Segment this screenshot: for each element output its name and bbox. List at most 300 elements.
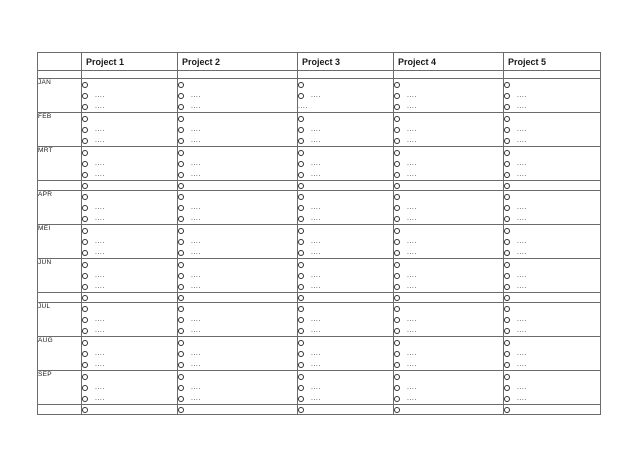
bullet-line	[394, 147, 503, 158]
placeholder-text: ....	[407, 204, 417, 211]
bullet-circle-icon	[504, 216, 510, 222]
placeholder-text: ....	[311, 215, 321, 222]
bullet-line	[298, 337, 393, 348]
bullet-line	[298, 303, 393, 314]
bullet-line	[504, 90, 600, 101]
placeholder-text: ....	[95, 215, 105, 222]
bullet-line	[82, 270, 177, 281]
bullet-line	[82, 259, 177, 270]
bullet-circle-icon	[178, 228, 184, 234]
project-cell	[394, 371, 504, 405]
placeholder-text: ....	[407, 316, 417, 323]
bullet-circle-icon	[394, 104, 400, 110]
bullet-circle-icon	[178, 351, 184, 357]
bullet-line	[178, 405, 297, 414]
separator-cell	[504, 405, 601, 415]
bullet-line	[298, 236, 393, 247]
placeholder-text: ....	[517, 249, 527, 256]
bullet-circle-icon	[82, 396, 88, 402]
bullet-line	[298, 405, 393, 414]
bullet-circle-icon	[178, 216, 184, 222]
bullet-line	[178, 147, 297, 158]
bullet-circle-icon	[394, 306, 400, 312]
bullet-line	[298, 293, 393, 302]
bullet-circle-icon	[178, 295, 184, 301]
bullet-line	[298, 158, 393, 169]
bullet-circle-icon	[178, 93, 184, 99]
header-project-3: Project 3	[298, 53, 394, 71]
bullet-line	[82, 202, 177, 213]
bullet-line	[394, 202, 503, 213]
bullet-circle-icon	[298, 385, 304, 391]
bullet-circle-icon	[394, 82, 400, 88]
bullet-circle-icon	[298, 161, 304, 167]
project-cell	[504, 337, 601, 371]
placeholder-text: ....	[407, 126, 417, 133]
bullet-line	[394, 325, 503, 336]
bullet-line	[178, 337, 297, 348]
bullet-circle-icon	[394, 228, 400, 234]
bullet-line	[394, 181, 503, 190]
bullet-circle-icon	[178, 205, 184, 211]
project-cell	[178, 337, 298, 371]
placeholder-text: ....	[95, 384, 105, 391]
placeholder-text: ....	[311, 350, 321, 357]
month-label: JAN	[38, 79, 82, 113]
bullet-line	[82, 181, 177, 190]
bullet-circle-icon	[504, 228, 510, 234]
bullet-line	[178, 314, 297, 325]
project-cell	[504, 191, 601, 225]
spacer-cell	[38, 71, 82, 79]
header-project-2: Project 2	[178, 53, 298, 71]
bullet-circle-icon	[504, 374, 510, 380]
bullet-line	[178, 371, 297, 382]
bullet-circle-icon	[394, 385, 400, 391]
placeholder-text: ....	[191, 283, 201, 290]
placeholder-text: ....	[191, 160, 201, 167]
bullet-circle-icon	[504, 239, 510, 245]
bullet-circle-icon	[394, 328, 400, 334]
bullet-circle-icon	[298, 407, 304, 413]
bullet-line	[504, 191, 600, 202]
bullet-line	[178, 79, 297, 90]
bullet-line	[82, 135, 177, 146]
bullet-circle-icon	[82, 104, 88, 110]
bullet-line	[82, 147, 177, 158]
bullet-line	[298, 348, 393, 359]
bullet-circle-icon	[178, 284, 184, 290]
placeholder-text: ....	[517, 361, 527, 368]
bullet-line	[504, 382, 600, 393]
project-cell	[394, 191, 504, 225]
bullet-circle-icon	[298, 396, 304, 402]
bullet-line	[504, 337, 600, 348]
bullet-line	[504, 113, 600, 124]
separator-cell	[82, 293, 178, 303]
bullet-circle-icon	[178, 340, 184, 346]
bullet-circle-icon	[504, 127, 510, 133]
placeholder-text: ....	[95, 137, 105, 144]
bullet-circle-icon	[298, 295, 304, 301]
placeholder-text: ....	[311, 238, 321, 245]
bullet-circle-icon	[394, 239, 400, 245]
bullet-line	[504, 202, 600, 213]
bullet-line	[394, 213, 503, 224]
placeholder-text: ....	[191, 215, 201, 222]
placeholder-text: ....	[191, 238, 201, 245]
bullet-circle-icon	[298, 138, 304, 144]
bullet-line	[298, 259, 393, 270]
bullet-line	[82, 371, 177, 382]
bullet-line	[394, 135, 503, 146]
bullet-line	[298, 90, 393, 101]
project-cell	[82, 113, 178, 147]
project-cell	[298, 371, 394, 405]
bullet-circle-icon	[82, 340, 88, 346]
separator-cell	[394, 181, 504, 191]
bullet-circle-icon	[394, 340, 400, 346]
bullet-line	[178, 382, 297, 393]
bullet-line	[178, 135, 297, 146]
placeholder-text: ....	[407, 350, 417, 357]
bullet-circle-icon	[394, 127, 400, 133]
placeholder-text: ....	[311, 249, 321, 256]
bullet-circle-icon	[82, 306, 88, 312]
bullet-circle-icon	[504, 150, 510, 156]
placeholder-text: ....	[95, 395, 105, 402]
project-cell	[298, 191, 394, 225]
placeholder-text: ....	[517, 238, 527, 245]
placeholder-text: ....	[407, 92, 417, 99]
bullet-circle-icon	[394, 374, 400, 380]
placeholder-text: ....	[407, 249, 417, 256]
bullet-line	[82, 325, 177, 336]
bullet-line	[394, 90, 503, 101]
bullet-circle-icon	[504, 262, 510, 268]
bullet-circle-icon	[82, 239, 88, 245]
separator-cell	[504, 293, 601, 303]
project-cell	[178, 225, 298, 259]
bullet-circle-icon	[394, 295, 400, 301]
bullet-line	[82, 382, 177, 393]
bullet-line	[394, 270, 503, 281]
placeholder-text: ....	[95, 160, 105, 167]
bullet-circle-icon	[82, 205, 88, 211]
bullet-circle-icon	[178, 82, 184, 88]
separator-cell	[82, 181, 178, 191]
bullet-line	[504, 281, 600, 292]
bullet-circle-icon	[82, 273, 88, 279]
project-cell	[178, 259, 298, 293]
bullet-line	[298, 325, 393, 336]
bullet-circle-icon	[504, 396, 510, 402]
bullet-line	[394, 225, 503, 236]
header-row	[38, 53, 601, 71]
bullet-circle-icon	[394, 150, 400, 156]
placeholder-text: ....	[191, 103, 201, 110]
bullet-line	[394, 113, 503, 124]
placeholder-text: ....	[407, 103, 417, 110]
placeholder-text: ....	[311, 171, 321, 178]
placeholder-text: ....	[95, 103, 105, 110]
bullet-circle-icon	[178, 150, 184, 156]
project-cell	[504, 259, 601, 293]
project-cell	[82, 337, 178, 371]
bullet-circle-icon	[82, 150, 88, 156]
placeholder-text: ....	[311, 384, 321, 391]
separator-cell	[394, 405, 504, 415]
bullet-line	[394, 79, 503, 90]
bullet-line	[298, 113, 393, 124]
bullet-circle-icon	[394, 262, 400, 268]
bullet-line	[504, 147, 600, 158]
bullet-circle-icon	[298, 93, 304, 99]
month-row	[38, 225, 601, 259]
bullet-circle-icon	[504, 116, 510, 122]
placeholder-text: ....	[191, 92, 201, 99]
month-row	[38, 113, 601, 147]
bullet-line	[298, 79, 393, 90]
bullet-line	[298, 181, 393, 190]
bullet-circle-icon	[504, 93, 510, 99]
bullet-circle-icon	[82, 351, 88, 357]
separator-cell	[504, 181, 601, 191]
bullet-circle-icon	[504, 340, 510, 346]
bullet-circle-icon	[298, 250, 304, 256]
bullet-line	[504, 303, 600, 314]
placeholder-text: ....	[311, 137, 321, 144]
placeholder-text: ....	[407, 395, 417, 402]
bullet-line	[178, 247, 297, 258]
project-cell	[298, 147, 394, 181]
bullet-circle-icon	[178, 362, 184, 368]
bullet-circle-icon	[298, 317, 304, 323]
placeholder-text: ....	[311, 92, 321, 99]
bullet-circle-icon	[394, 172, 400, 178]
placeholder-text: ....	[517, 204, 527, 211]
placeholder-text: ....	[191, 327, 201, 334]
bullet-circle-icon	[82, 362, 88, 368]
bullet-line	[504, 169, 600, 180]
planning-table	[37, 52, 601, 415]
bullet-circle-icon	[298, 82, 304, 88]
placeholder-text: ....	[191, 361, 201, 368]
bullet-circle-icon	[504, 362, 510, 368]
bullet-circle-icon	[82, 194, 88, 200]
project-cell	[178, 147, 298, 181]
bullet-circle-icon	[504, 407, 510, 413]
bullet-line	[82, 124, 177, 135]
bullet-circle-icon	[298, 205, 304, 211]
bullet-circle-icon	[178, 407, 184, 413]
placeholder-text: ....	[407, 361, 417, 368]
bullet-circle-icon	[82, 250, 88, 256]
bullet-line	[82, 359, 177, 370]
project-cell	[298, 79, 394, 113]
project-cell	[178, 191, 298, 225]
placeholder-text: ....	[407, 384, 417, 391]
placeholder-text: ....	[95, 327, 105, 334]
placeholder-text: ....	[311, 316, 321, 323]
bullet-circle-icon	[394, 407, 400, 413]
bullet-line	[394, 303, 503, 314]
spacer-cell	[178, 71, 298, 79]
bullet-circle-icon	[82, 183, 88, 189]
bullet-circle-icon	[394, 351, 400, 357]
bullet-line	[298, 270, 393, 281]
bullet-circle-icon	[82, 407, 88, 413]
bullet-line	[394, 314, 503, 325]
placeholder-text: ....	[407, 238, 417, 245]
bullet-line	[504, 135, 600, 146]
bullet-line	[82, 90, 177, 101]
bullet-circle-icon	[394, 284, 400, 290]
bullet-circle-icon	[504, 194, 510, 200]
project-cell	[82, 147, 178, 181]
bullet-line	[298, 169, 393, 180]
bullet-line	[298, 202, 393, 213]
bullet-circle-icon	[178, 262, 184, 268]
separator-cell	[394, 293, 504, 303]
project-cell	[82, 259, 178, 293]
bullet-circle-icon	[504, 104, 510, 110]
bullet-circle-icon	[298, 150, 304, 156]
placeholder-text: ....	[191, 350, 201, 357]
placeholder-text: ....	[191, 137, 201, 144]
month-row	[38, 371, 601, 405]
bullet-line	[504, 213, 600, 224]
header-project-1: Project 1	[82, 53, 178, 71]
separator-row	[38, 293, 601, 303]
placeholder-text: ....	[95, 249, 105, 256]
month-label: APR	[38, 191, 82, 225]
placeholder-text: ....	[95, 204, 105, 211]
bullet-line	[298, 382, 393, 393]
bullet-line	[82, 213, 177, 224]
bullet-circle-icon	[178, 317, 184, 323]
bullet-circle-icon	[82, 172, 88, 178]
corner-cell	[38, 53, 82, 71]
bullet-line	[82, 101, 177, 112]
bullet-circle-icon	[394, 93, 400, 99]
bullet-line	[298, 124, 393, 135]
bullet-circle-icon	[504, 82, 510, 88]
project-cell	[394, 259, 504, 293]
table-body	[38, 79, 601, 415]
bullet-circle-icon	[394, 205, 400, 211]
bullet-circle-icon	[504, 295, 510, 301]
bullet-circle-icon	[82, 284, 88, 290]
bullet-line	[394, 101, 503, 112]
placeholder-text: ....	[95, 126, 105, 133]
bullet-circle-icon	[178, 239, 184, 245]
placeholder-text: ....	[95, 316, 105, 323]
placeholder-text: ....	[311, 283, 321, 290]
bullet-circle-icon	[394, 317, 400, 323]
placeholder-text: ....	[517, 126, 527, 133]
month-label: AUG	[38, 337, 82, 371]
placeholder-text: ....	[311, 204, 321, 211]
bullet-line	[82, 191, 177, 202]
bullet-line	[298, 147, 393, 158]
bullet-circle-icon	[178, 183, 184, 189]
bullet-circle-icon	[504, 317, 510, 323]
bullet-line	[394, 158, 503, 169]
bullet-circle-icon	[178, 385, 184, 391]
separator-cell	[178, 293, 298, 303]
placeholder-text: ....	[517, 92, 527, 99]
bullet-line	[394, 124, 503, 135]
placeholder-text: ....	[517, 283, 527, 290]
project-cell	[82, 191, 178, 225]
placeholder-text: ....	[311, 126, 321, 133]
separator-cell	[298, 405, 394, 415]
bullet-line	[504, 181, 600, 190]
bullet-circle-icon	[504, 161, 510, 167]
placeholder-text: ....	[311, 361, 321, 368]
bullet-circle-icon	[394, 273, 400, 279]
placeholder-text: ....	[191, 249, 201, 256]
project-cell	[394, 225, 504, 259]
placeholder-text: ....	[311, 160, 321, 167]
bullet-line	[82, 236, 177, 247]
bullet-circle-icon	[82, 93, 88, 99]
bullet-circle-icon	[82, 82, 88, 88]
bullet-circle-icon	[298, 239, 304, 245]
separator-cell	[298, 293, 394, 303]
bullet-line	[178, 348, 297, 359]
project-cell	[394, 113, 504, 147]
placeholder-text: ....	[191, 316, 201, 323]
bullet-circle-icon	[298, 328, 304, 334]
bullet-circle-icon	[298, 340, 304, 346]
project-cell	[504, 147, 601, 181]
bullet-line	[394, 293, 503, 302]
placeholder-text: ....	[95, 361, 105, 368]
month-label: SEP	[38, 371, 82, 405]
separator-label-cell	[38, 405, 82, 415]
placeholder-text: ....	[517, 327, 527, 334]
bullet-circle-icon	[504, 328, 510, 334]
bullet-circle-icon	[82, 374, 88, 380]
separator-cell	[178, 181, 298, 191]
bullet-line	[504, 314, 600, 325]
bullet-circle-icon	[504, 183, 510, 189]
placeholder-text: ....	[517, 103, 527, 110]
project-cell	[82, 79, 178, 113]
bullet-line	[504, 293, 600, 302]
bullet-line	[82, 393, 177, 404]
bullet-circle-icon	[394, 216, 400, 222]
placeholder-text: ....	[311, 395, 321, 402]
bullet-line	[178, 213, 297, 224]
bullet-line	[298, 225, 393, 236]
bullet-line	[82, 405, 177, 414]
bullet-line	[82, 337, 177, 348]
bullet-circle-icon	[82, 228, 88, 234]
bullet-line	[504, 236, 600, 247]
placeholder-text: ....	[191, 171, 201, 178]
bullet-circle-icon	[82, 116, 88, 122]
bullet-line	[504, 371, 600, 382]
month-label: JUL	[38, 303, 82, 337]
bullet-line	[394, 348, 503, 359]
placeholder-text: ....	[191, 272, 201, 279]
bullet-line	[504, 325, 600, 336]
bullet-line	[504, 101, 600, 112]
bullet-line	[394, 259, 503, 270]
